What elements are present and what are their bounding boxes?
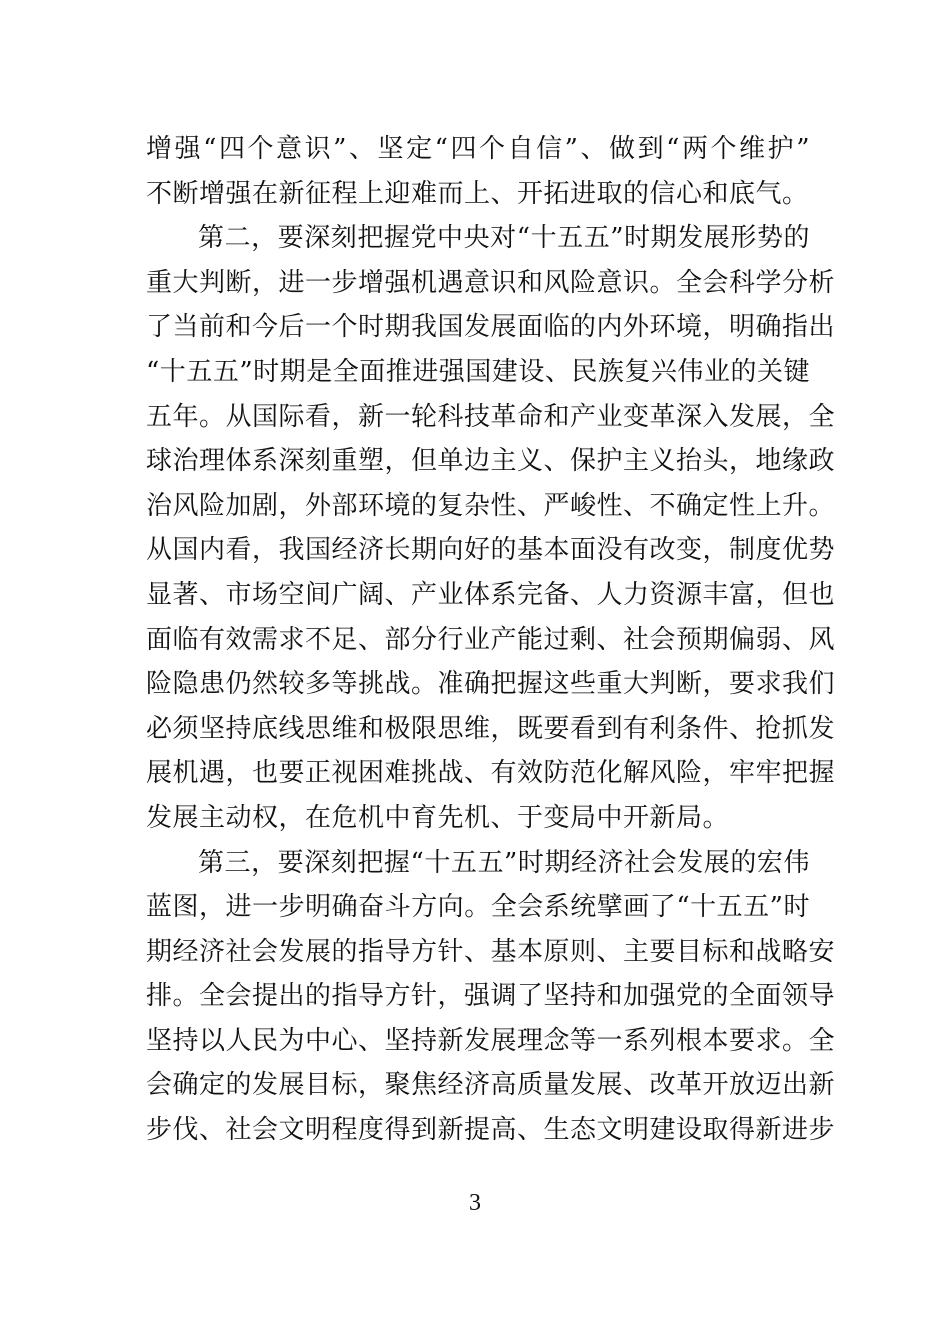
text-line: 险隐患仍然较多等挑战。准确把握这些重大判断，要求我们	[146, 669, 836, 700]
text-line: 重大判断，进一步增强机遇意识和风险意识。全会科学分析	[146, 267, 836, 298]
text-line: 了当前和今后一个时期我国发展面临的内外环境，明确指出	[146, 312, 836, 343]
text-line: 蓝图，进一步明确奋斗方向。全会系统擘画了“十五五”时	[146, 892, 810, 923]
text-line: 显著、市场空间广阔、产业体系完备、人力资源丰富，但也	[146, 579, 836, 610]
text-line: 增强“四个意识”、坚定“四个自信”、做到“两个维护”	[146, 134, 810, 164]
text-line: 步伐、社会文明程度得到新提高、生态文明建设取得新进步	[146, 1115, 836, 1146]
text-line: 从国内看，我国经济长期向好的基本面没有改变，制度优势	[146, 535, 836, 566]
text-line: 会确定的发展目标，聚焦经济高质量发展、改革开放迈出新	[146, 1070, 836, 1101]
body-text	[146, 127, 836, 1153]
page-number: 3	[469, 1190, 481, 1216]
paragraph-start-line: 第三，要深刻把握“十五五”时期经济社会发展的宏伟	[198, 847, 810, 878]
text-line: 坚持以人民为中心、坚持新发展理念等一系列根本要求。全	[146, 1025, 836, 1056]
text-line: 必须坚持底线思维和极限思维，既要看到有利条件、抢抓发	[146, 713, 836, 744]
text-line: 治风险加剧，外部环境的复杂性、严峻性、不确定性上升。	[146, 490, 836, 521]
text-line: 球治理体系深刻重塑，但单边主义、保护主义抬头，地缘政	[146, 446, 836, 477]
text-line: 期经济社会发展的指导方针、基本原则、主要目标和战略安	[146, 936, 836, 967]
text-line: 面临有效需求不足、部分行业产能过剩、社会预期偏弱、风	[146, 624, 836, 655]
text-line: 五年。从国际看，新一轮科技革命和产业变革深入发展，全	[146, 401, 836, 432]
paragraph-start-line: 第二，要深刻把握党中央对“十五五”时期发展形势的	[198, 223, 810, 254]
text-line: 不断增强在新征程上迎难而上、开拓进取的信心和底气。	[146, 178, 809, 209]
text-line: 排。全会提出的指导方针，强调了坚持和加强党的全面领导	[146, 981, 836, 1012]
text-line: 发展主动权，在危机中育先机、于变局中开新局。	[146, 802, 730, 833]
text-line: “十五五”时期是全面推进强国建设、民族复兴伟业的关键	[146, 356, 810, 387]
text-line: 展机遇，也要正视困难挑战、有效防范化解风险，牢牢把握	[146, 758, 836, 789]
